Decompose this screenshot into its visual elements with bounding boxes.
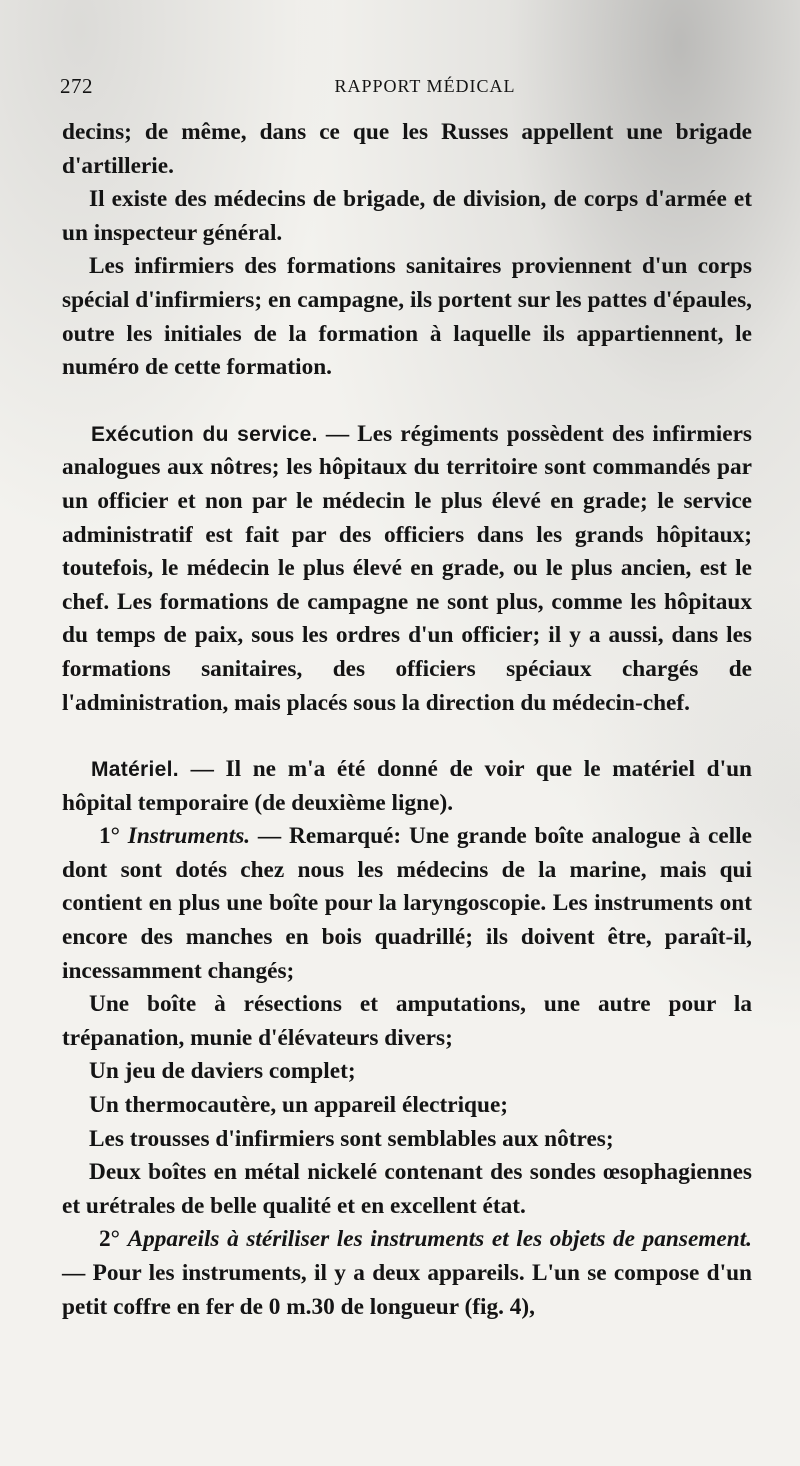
section-title-execution: Exécution du service.: [91, 422, 318, 446]
paragraph-infirmiers: Les infirmiers des formations sanitaires proviennent d'un corps spécial d'infirmiers; en campagne, ils portent sur les pattes d'épaules, outre les initiales de la formation à laquelle ils appartiennent, le numéro de cette formation.: [62, 253, 752, 381]
paragraph-appareils: [62, 1223, 752, 1324]
paragraph-sondes: Deux boîtes en métal nickelé contenant des sondes œsophagiennes et urétrales de belle qualité et en excellent état.: [62, 1159, 752, 1219]
paragraph-materiel-text: — Il ne m'a été donné de voir que le matériel d'un hôpital temporaire (de deuxième ligne).: [62, 756, 752, 816]
running-title: RAPPORT MÉDICAL: [334, 76, 516, 96]
item-label-appareils: Appareils à stériliser les instruments et les objets de pansement.: [127, 1226, 753, 1253]
paragraph-instruments-text: — Remarqué: Une grande boîte analogue à celle dont sont dotés chez nous les médecins de la marine, mais qui contient en plus une boîte pour la laryngoscopie. Les instruments ont encore des manches en bois quadrillé; ils doivent être, paraît-il, incessamment changés;: [62, 823, 752, 984]
item-number-1: 1°: [99, 823, 120, 850]
page-number: 272: [60, 74, 93, 98]
paragraph-instruments: [62, 820, 752, 988]
paragraph-execution-text: — Les régiments possèdent des infirmiers analogues aux nôtres; les hôpitaux du territoire sont commandés par un officier et non par le médecin le plus élevé en grade; le service administratif est fait par des officiers dans les grands hôpitaux; toutefois, le médecin le plus élevé en grade, ou le plus ancien, est le chef. Les formations de campagne ne sont plus, comme les hôpitaux du temps de paix, sous les ordres d'un officier; il y a aussi, dans les formations sanitaires, des officiers spéciaux chargés de l'administration, mais placés sous la direction du médecin-chef.: [62, 420, 752, 716]
paragraph-trousses: Les trousses d'infirmiers sont semblables aux nôtres;: [89, 1125, 614, 1152]
paragraph-medecins: Il existe des médecins de brigade, de division, de corps d'armée et un inspecteur général.: [62, 186, 752, 246]
item-number-2: 2°: [99, 1226, 120, 1253]
page-header: [60, 74, 750, 104]
paragraph-execution-du-service: [62, 418, 752, 720]
paragraph-boite-resections: Une boîte à résections et amputations, une autre pour la trépanation, munie d'élévateurs divers;: [62, 991, 752, 1051]
paragraph-appareils-text: — Pour les instruments, il y a deux appareils. L'un se compose d'un petit coffre en fer de 0 m.30 de longueur (fig. 4),: [62, 1260, 752, 1320]
section-title-materiel: Matériel.: [91, 758, 179, 782]
body-text: [62, 116, 752, 1324]
paragraph-daviers: Un jeu de daviers complet;: [89, 1058, 356, 1085]
paragraph-continuation: decins; de même, dans ce que les Russes appellent une brigade d'artillerie.: [62, 119, 752, 179]
item-label-instruments: Instruments.: [127, 823, 251, 850]
paragraph-materiel: [62, 753, 752, 820]
paragraph-thermocautere: Un thermocautère, un appareil électrique;: [89, 1092, 509, 1119]
